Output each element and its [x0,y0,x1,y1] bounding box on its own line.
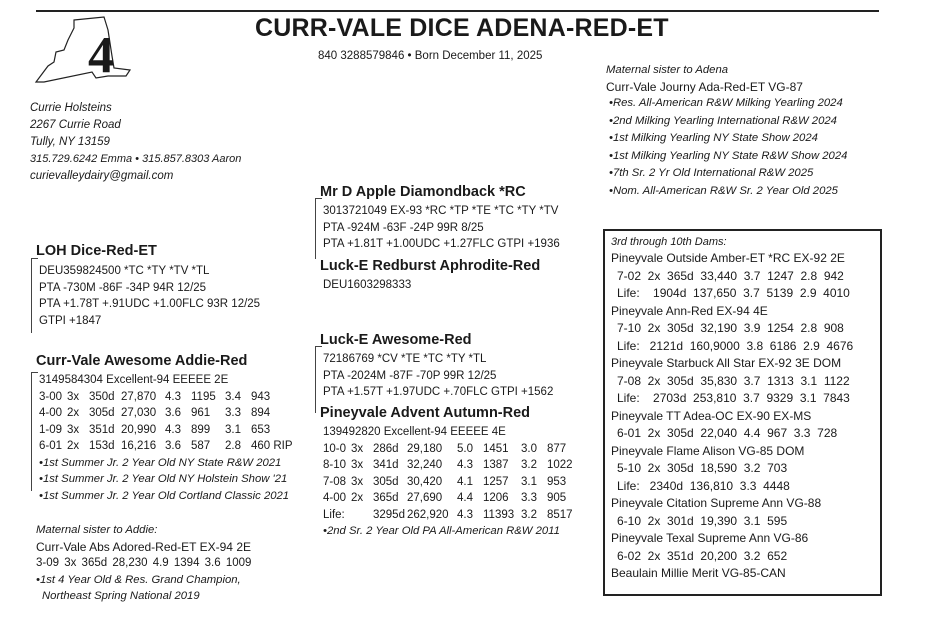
record-cell: 3.6 [165,440,181,452]
contact-line: Tully, NY 13159 [30,136,110,148]
sire-sire-line: 3013721049 EX-93 *RC *TP *TE *TC *TY *TV [323,205,559,217]
sire-dam-name: Luck-E Redburst Aphrodite-Red [320,258,541,274]
record-cell: 3x [351,475,364,488]
addie-sister-honor: Northeast Spring National 2019 [42,590,200,602]
adena-sister-honor: •7th Sr. 2 Yr Old International R&W 2025 [609,167,814,179]
ancestor-dam-name: Pineyvale Flame Alison VG-85 DOM [611,443,805,458]
adena-sister-honor: •1st Milking Yearling NY State R&W Show 2024 [609,149,848,162]
ancestor-dam-name: Pineyvale Citation Supreme Ann VG-88 [611,496,822,510]
ancestor-dam-record: 7-08 2x 305d 35,830 3.7 1313 3.1 1122 [617,373,850,388]
addie-sister-name: Curr-Vale Abs Adored-Red-ET EX-94 2E [36,539,251,554]
sire-line: PTA -730M -86F -34P 94R 12/25 [39,281,207,294]
record-cell: 8-10 [323,459,347,471]
addie-sister-honor: •1st 4 Year Old & Res. Grand Champion, [36,573,241,586]
record-cell: 1206 [483,492,509,504]
record-cell: 5.0 [457,442,473,455]
record-cell: 1387 [483,459,509,471]
record-cell: 4.1 [457,475,473,488]
contact-line: Currie Holsteins [30,102,112,114]
dam-sire-name: Luck-E Awesome-Red [320,332,472,348]
record-cell: 3-00 [39,390,63,403]
ancestor-dam-name: Beaulain Millie Merit VG-85-CAN [611,566,786,580]
record-cell: 4-00 [39,407,63,419]
dams-list [611,250,880,583]
record-cell: 305d [89,407,115,419]
contact-line: 2267 Currie Road [30,119,121,131]
ancestor-dam-name: Pineyvale Outside Amber-ET *RC EX-92 2E [611,251,845,265]
record-cell: 351d [89,423,115,436]
adena-sister-honor: •2nd Milking Yearling International R&W 2024 [609,114,837,127]
record-cell: 7-08 [323,475,347,488]
record-cell: 3.1 [521,475,537,488]
record-cell: 1-09 [39,423,63,436]
record-cell: 905 [547,492,567,504]
ancestor-dams-box [603,229,882,596]
sire-sire-block [320,183,560,253]
record-cell: 877 [547,442,567,455]
page-title: CURR-VALE DICE ADENA-RED-ET [255,14,669,42]
record-cell: 3295d [373,508,405,521]
record-cell: 3.2 [521,459,537,471]
record-cell: 3.0 [521,442,537,455]
dam-honor: •1st Summer Jr. 2 Year Old NY Holstein Show '21 [39,473,288,485]
dams-box-heading: 3rd through 10th Dams: [611,236,727,248]
ancestor-dam-record: Life: 2121d 160,9000 3.8 6186 2.9 4676 [617,338,854,353]
lot-number: 4 [88,27,114,84]
ancestor-dam-name: Pineyvale Starbuck All Star EX-92 3E DOM [611,356,842,370]
dam-sire-line: PTA +1.57T +1.97UDC +.70FLC GTPI +1562 [323,386,554,398]
ancestor-dam-record: Life: 2703d 253,810 3.7 9329 3.1 7843 [617,391,850,405]
record-cell: 943 [251,390,271,403]
record-cell: 27,690 [407,492,443,504]
record-cell: 153d [89,440,115,452]
record-cell: 29,180 [407,442,443,455]
sire-name: LOH Dice-Red-ET [36,243,157,259]
record-cell: 4.3 [457,508,473,521]
sire-block [36,242,260,329]
sire-sire-line: PTA -924M -63F -24P 99R 8/25 [323,221,484,234]
record-cell: 20,990 [121,423,157,436]
dam-dam-honor: •2nd Sr. 2 Year Old PA All-American R&W 2011 [323,525,560,537]
record-cell: 6-01 [39,440,63,452]
record-cell: 1195 [191,390,216,403]
sire-line: PTA +1.78T +.91UDC +1.00FLC 93R 12/25 [39,298,261,310]
record-cell: 653 [251,423,271,436]
addie-sister-heading: Maternal sister to Addie: [36,524,158,536]
ancestor-dam-record: Life: 1904d 137,650 3.7 5139 2.9 4010 [617,286,850,300]
record-cell: 11393 [483,508,515,521]
record-cell: 3x [67,390,80,403]
new-york-state-icon [34,16,134,94]
subtitle: 840 3288579846 • Born December 11, 2025 [318,50,543,62]
record-cell: 4.3 [457,459,473,471]
record-cell: Life: [323,508,345,521]
record-cell: 2x [67,440,80,452]
record-cell: 286d [373,442,399,455]
top-rule [36,10,879,12]
record-cell: 3x [351,459,364,471]
dam-dam-name: Pineyvale Advent Autumn-Red [320,405,531,421]
record-cell: 1022 [547,459,573,471]
record-cell: 30,420 [407,475,443,488]
contact-block [30,100,241,185]
record-cell: 4-00 [323,492,347,504]
dam-dam-block [320,404,573,540]
record-cell: 10-0 [323,442,347,455]
record-cell: 961 [191,407,211,419]
sire-sire-line: PTA +1.81T +1.00UDC +1.27FLC GTPI +1936 [323,238,560,250]
record-cell: 953 [547,475,567,488]
dam-name: Curr-Vale Awesome Addie-Red [36,353,248,369]
record-cell: 2x [351,492,364,504]
record-cell: 350d [89,390,115,403]
ancestor-dam-record: 7-10 2x 305d 32,190 3.9 1254 2.8 908 [617,321,844,335]
record-cell: 305d [373,475,399,488]
adena-sister-name: Curr-Vale Journy Ada-Red-ET VG-87 [606,79,803,94]
ancestor-dam-record: 5-10 2x 305d 18,590 3.2 703 [617,461,788,475]
record-cell: 3.3 [521,492,537,504]
ancestor-dam-record: Life: 2340d 136,810 3.3 4448 [617,478,790,493]
dam-honor: •1st Summer Jr. 2 Year Old Cortland Classic 2021 [39,489,290,502]
record-cell: 2.8 [225,440,241,452]
record-cell: 3.4 [225,390,241,403]
record-cell: 27,030 [121,407,157,419]
dam-block [36,352,293,504]
adena-sister-heading: Maternal sister to Adena [606,64,729,76]
record-cell: 4.3 [165,390,181,403]
dam-records [39,389,293,455]
ancestor-dam-record: 7-02 2x 365d 33,440 3.7 1247 2.8 942 [617,268,844,283]
record-cell: 1451 [483,442,509,455]
record-cell: 3.1 [225,423,241,436]
ancestor-dam-record: 6-02 2x 351d 20,200 3.2 652 [617,548,788,563]
contact-line: 315.729.6242 Emma • 315.857.8303 Aaron [30,153,242,165]
record-cell: 8517 [547,508,573,521]
record-cell: 3x [351,442,364,455]
record-cell: 899 [191,423,211,436]
sire-dam-block [320,257,540,294]
record-cell: 341d [373,459,399,471]
record-cell: 365d [373,492,399,504]
ancestor-dam-record: 6-01 2x 305d 22,040 4.4 967 3.3 728 [617,426,838,440]
record-cell: 32,240 [407,459,443,471]
record-cell: 3.2 [521,508,537,521]
sire-dam-line: DEU1603298333 [323,279,412,291]
ancestor-dam-record: 6-10 2x 301d 19,390 3.1 595 [617,513,788,528]
adena-sister-honor: •1st Milking Yearling NY State Show 2024 [609,132,818,144]
addie-sister-record: 3-09 3x 365d 28,230 4.9 1394 3.6 1009 [36,557,252,569]
sire-line: GTPI +1847 [39,314,102,327]
record-cell: 3.3 [225,407,241,419]
dam-dam-records [323,441,573,524]
record-cell: 3.6 [165,407,181,419]
record-cell: 894 [251,407,271,419]
sire-line: DEU359824500 *TC *TY *TV *TL [39,265,210,277]
addie-sister-block [36,522,251,605]
record-cell: 4.3 [165,423,181,436]
adena-sister-honor: •Res. All-American R&W Milking Yearling 2024 [609,97,843,109]
record-cell: 2x [67,407,80,419]
record-cell: 460 RIP [251,440,293,452]
record-cell: 1257 [483,475,509,488]
record-cell: 587 [191,440,211,452]
sire-sire-name: Mr D Apple Diamondback *RC [320,184,526,200]
ancestor-dam-name: Pineyvale Texal Supreme Ann VG-86 [611,531,809,545]
ancestor-dam-name: Pineyvale TT Adea-OC EX-90 EX-MS [611,408,812,423]
contact-email: curievalleydairy@gmail.com [30,170,174,182]
record-cell: 16,216 [121,440,157,452]
dam-classification: 3149584304 Excellent-94 EEEEE 2E [39,374,229,386]
adena-sister-block [606,62,847,200]
dam-sire-line: 72186769 *CV *TE *TC *TY *TL [323,353,487,365]
record-cell: 27,870 [121,390,157,403]
ancestor-dam-name: Pineyvale Ann-Red EX-94 4E [611,303,768,318]
record-cell: 3x [67,423,80,436]
record-cell [351,507,373,524]
dam-honor: •1st Summer Jr. 2 Year Old NY State R&W 2021 [39,456,282,469]
record-cell: 4.4 [457,492,473,504]
dam-sire-block [320,331,553,401]
record-cell: 262,920 [407,508,449,521]
dam-dam-classification: 139492820 Excellent-94 EEEEE 4E [323,426,506,438]
dam-sire-line: PTA -2024M -87F -70P 99R 12/25 [323,369,497,382]
adena-sister-honor: •Nom. All-American R&W Sr. 2 Year Old 2025 [609,184,838,197]
